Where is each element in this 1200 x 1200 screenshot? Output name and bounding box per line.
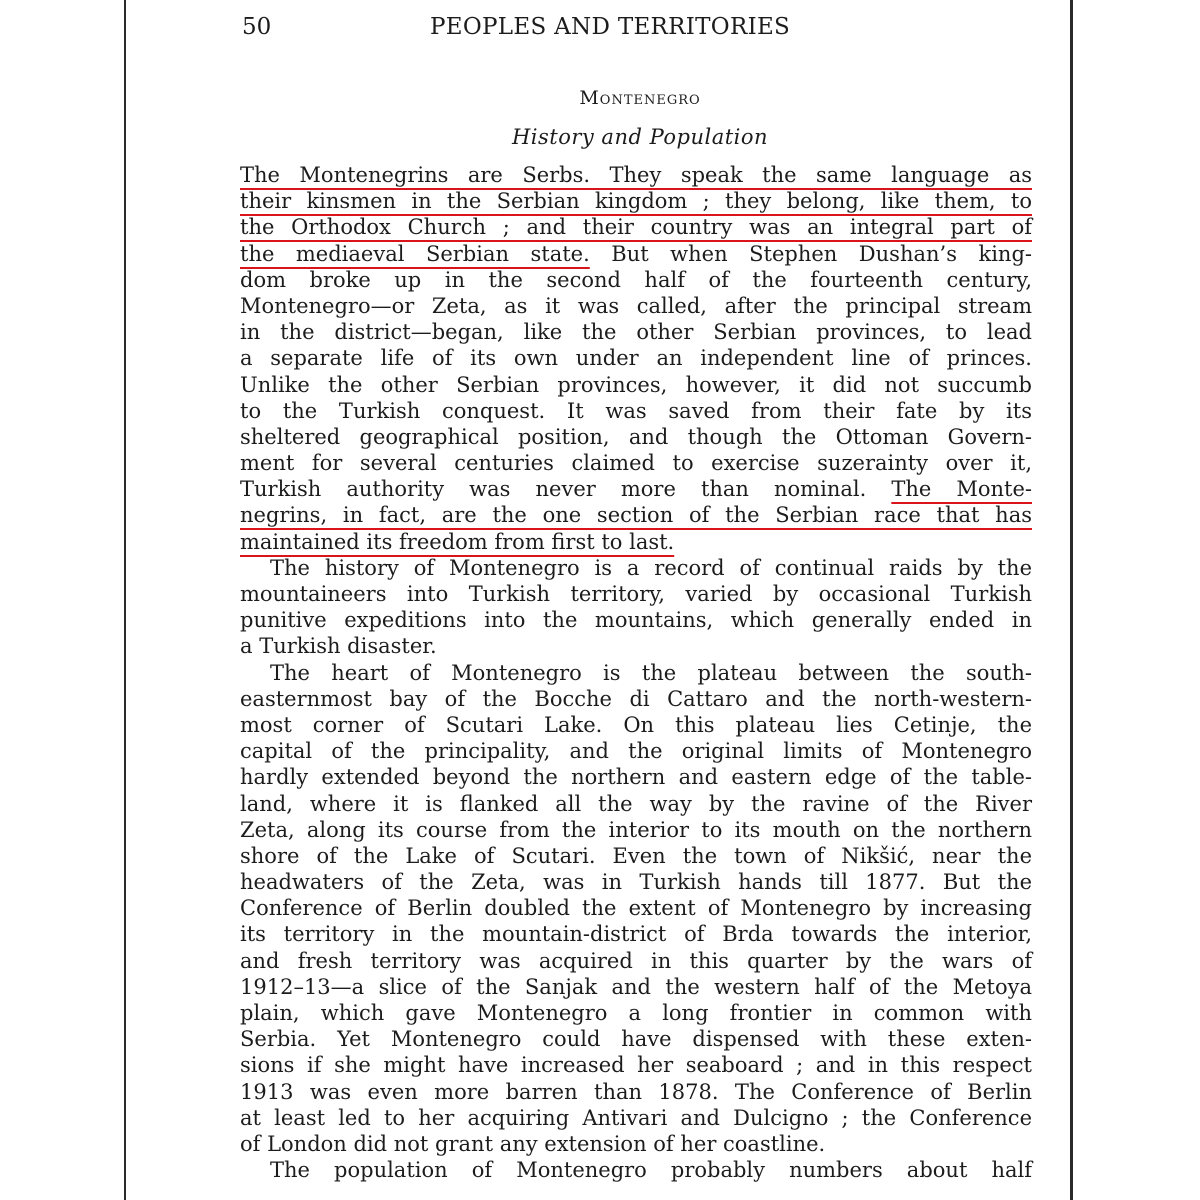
text-line: plain, which gave Montenegro a long frontier in common with: [240, 1001, 1032, 1025]
text-line: Turkish authority was never more than nominal. The Monte-: [240, 477, 1032, 502]
text-line: and fresh territory was acquired in this quarter by the wars of: [240, 948, 1032, 973]
text-line: The population of Montenegro probably numbers about half: [270, 1158, 1032, 1183]
red-underline-highlight: their kinsmen in the Serbian kingdom ; they belong, like them, to: [240, 189, 1032, 214]
text-line: [240, 162, 1032, 188]
text-line: easternmost bay of the Bocche di Cattaro and the north-western-: [240, 686, 1032, 711]
body-text: [240, 162, 1032, 1183]
text-line: of London did not grant any extension of her coastline.: [240, 1131, 826, 1156]
text-line: its territory in the mountain-district of Brda towards the interior,: [240, 922, 1032, 947]
red-underline-highlight: The Monte-: [891, 477, 1032, 502]
running-head: [240, 10, 1040, 50]
text-line: Conference of Berlin doubled the extent of Montenegro by increasing: [240, 896, 1032, 921]
text-line: [240, 214, 1032, 240]
book-page: [240, 10, 1040, 1200]
page-number: 50: [242, 14, 272, 40]
text-line: a Turkish disaster.: [240, 634, 437, 659]
text-line: ment for several centuries claimed to exercise suzerainty over it,: [240, 451, 1032, 476]
text-line: The heart of Montenegro is the plateau between the south-: [270, 660, 1032, 685]
text-line: dom broke up in the second half of the fourteenth century,: [240, 267, 1032, 292]
text-line: the mediaeval Serbian state. But when Stephen Dushan’s king-: [240, 241, 1032, 266]
text-line: Unlike the other Serbian provinces, however, it did not succumb: [240, 372, 1032, 397]
text-line: The history of Montenegro is a record of continual raids by the: [270, 555, 1032, 580]
text-line: a separate life of its own under an independent line of princes.: [240, 346, 1032, 371]
right-page-border: [1070, 0, 1073, 1200]
section-title: Montenegro: [579, 87, 701, 109]
left-page-border: [124, 0, 126, 1200]
text-line: headwaters of the Zeta, was in Turkish hands till 1877. But the: [240, 870, 1032, 895]
section-subtitle: History and Population: [511, 125, 769, 149]
text-line: capital of the principality, and the original limits of Montenegro: [240, 739, 1032, 764]
red-underline-highlight: The Montenegrins are Serbs. They speak the same language as: [240, 163, 1032, 187]
running-title: PEOPLES AND TERRITORIES: [430, 14, 791, 40]
text-line: land, where it is flanked all the way by the ravine of the River: [240, 791, 1032, 816]
text-line: to the Turkish conquest. It was saved from their fate by its: [240, 398, 1032, 423]
text-line: sions if she might have increased her seaboard ; and in this respect: [240, 1053, 1032, 1078]
text-line: at least led to her acquiring Antivari and Dulcigno ; the Conference: [240, 1105, 1032, 1130]
red-underline-highlight: negrins, in fact, are the one section of the Serbian race that has: [240, 503, 1032, 528]
text-line: 1913 was even more barren than 1878. The Conference of Berlin: [240, 1079, 1032, 1104]
red-underline-highlight: the Orthodox Church ; and their country was an integral part of: [240, 215, 1032, 240]
text-line: Serbia. Yet Montenegro could have dispensed with these exten-: [240, 1027, 1032, 1052]
text-line: [240, 188, 1032, 214]
red-underline-highlight: maintained its freedom from first to last.: [240, 529, 675, 554]
text-line: sheltered geographical position, and though the Ottoman Govern-: [240, 424, 1032, 449]
text-line: [240, 529, 1032, 555]
text-line: in the district—began, like the other Serbian provinces, to lead: [240, 320, 1032, 345]
text-line: Montenegro—or Zeta, as it was called, after the principal stream: [240, 293, 1032, 318]
text-line: [240, 502, 1032, 528]
text-line: punitive expeditions into the mountains, which generally ended in: [240, 608, 1032, 633]
text-line: shore of the Lake of Scutari. Even the town of Nikšić, near the: [240, 843, 1032, 868]
text-line: most corner of Scutari Lake. On this plateau lies Cetinje, the: [240, 712, 1032, 737]
text-line: Zeta, along its course from the interior to its mouth on the northern: [240, 817, 1032, 842]
text-line: hardly extended beyond the northern and eastern edge of the table-: [240, 765, 1032, 790]
text-line: mountaineers into Turkish territory, varied by occasional Turkish: [240, 582, 1032, 606]
red-underline-highlight: the mediaeval Serbian state.: [240, 241, 590, 266]
text-line: 1912–13—a slice of the Sanjak and the western half of the Metoya: [240, 974, 1032, 999]
